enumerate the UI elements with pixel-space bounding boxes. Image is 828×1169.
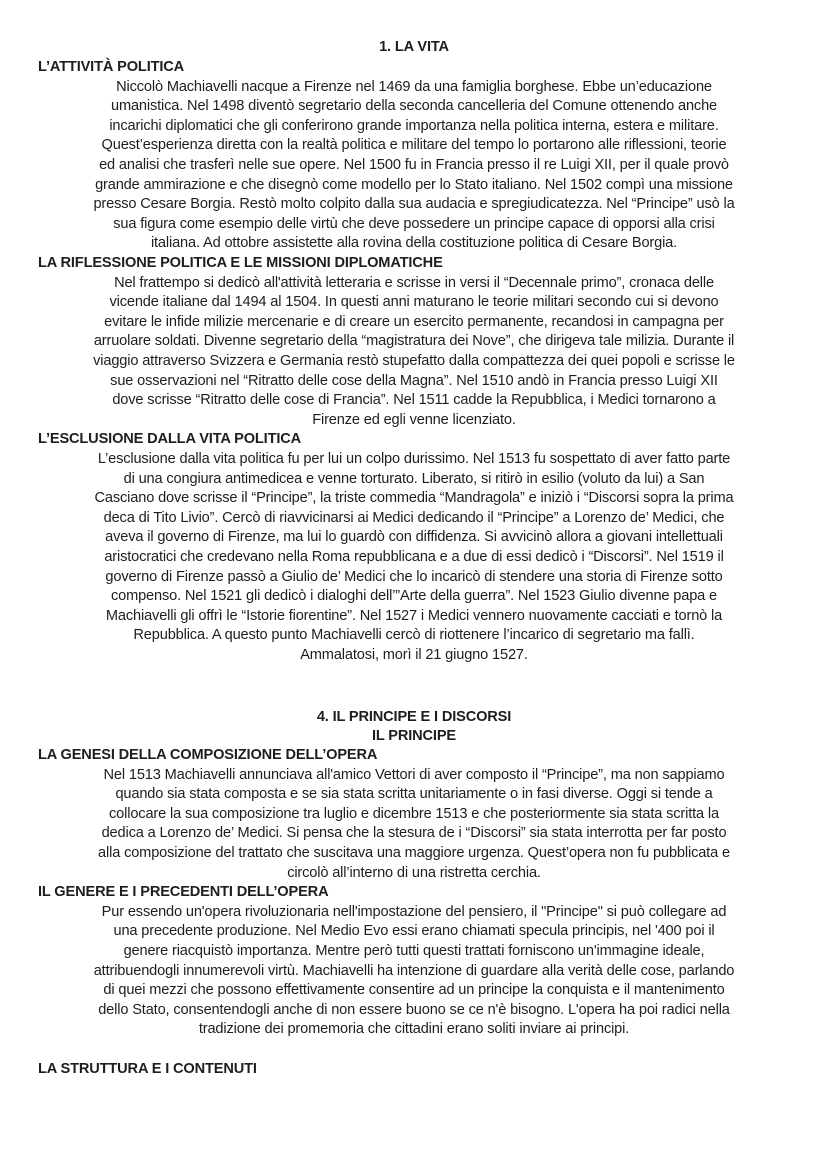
paragraph-line: Firenze ed egli venne licenziato. [312, 411, 516, 428]
paragraph-line: dedica a Lorenzo de’ Medici. Si pensa che la stesura de i “Discorsi” sia stata interrotta per far posto [101, 825, 727, 842]
subtitle-il-principe: IL PRINCIPE [371, 728, 457, 744]
paragraph-line: tradizione dei promemoria che cittadini erano soliti inviare ai principi. [198, 1021, 630, 1038]
section-heading: L’ESCLUSIONE DALLA VITA POLITICA [38, 431, 302, 448]
paragraph-line: Quest’esperienza diretta con la realtà politica e militare del tempo lo portarono alle riflessioni, teorie [101, 137, 727, 154]
paragraph-line: sua figura come esempio delle virtù che deve possedere un principe capace di opporsi alla crisi [113, 215, 715, 232]
paragraph-line: Repubblica. A questo punto Machiavelli cercò di riottenere l’incarico di segretario ma fallì. [133, 627, 695, 644]
paragraph-line: di quei mezzi che possono effettivamente consentire ad un principe la conquista e il mantenimento [103, 982, 725, 999]
paragraph-line: Casciano dove scrisse il “Principe”, la triste commedia “Mandragola” e iniziò i “Discorsi sopra la prima [94, 490, 734, 507]
paragraph-line: evitare le infide milizie mercenarie e di creare un esercito permanente, recandosi in campagna per [104, 313, 724, 330]
paragraph-line: di una congiura antimedicea e venne torturato. Liberato, si ritirò in esilio (voluto da lui) a San [123, 470, 705, 487]
paragraph-line: italiana. Ad ottobre assistette alla rovina della costituzione politica di Cesare Borgia. [150, 235, 678, 252]
paragraph-line: Niccolò Machiavelli nacque a Firenze nel 1469 da una famiglia borghese. Ebbe un’educazione [116, 78, 712, 95]
paragraph-line: viaggio attraverso Svizzera e Germania restò stupefatto dalla compattezza dei quei popoli e scrisse le [93, 353, 735, 369]
paragraph-line: Machiavelli gli offrì le “Istorie fiorentine”. Nel 1527 i Medici vennero nuovamente cacciati e tornò la [105, 607, 723, 624]
section-heading: L’ATTIVITÀ POLITICA [38, 59, 185, 75]
section-heading: IL GENERE E I PRECEDENTI DELL’OPERA [38, 884, 329, 901]
paragraph-line: circolò all’interno di una ristretta cerchia. [287, 864, 541, 881]
section-heading: LA RIFLESSIONE POLITICA E LE MISSIONI DIPLOMATICHE [38, 255, 443, 271]
paragraph-line: collocare la sua composizione tra luglio e dicembre 1513 e che posteriormente sia stata scritta la [109, 805, 719, 822]
paragraph-line: ed analisi che trasferì nelle sue opere. Nel 1500 fu in Francia presso il re Luigi XII, per il quale provò [99, 157, 729, 173]
paragraph-line: aristocratici che credevano nella Roma repubblicana e a due di essi dedicò i “Discorsi”. Nel 1519 il [104, 549, 724, 565]
paragraph-line: umanistica. Nel 1498 diventò segretario della seconda cancelleria del Comune ottenendo anche [110, 98, 718, 115]
paragraph-line: Ammalatosi, morì il 21 giugno 1527. [300, 647, 528, 663]
paragraph-line: Nel 1513 Machiavelli annunciava all'amico Vettori di aver composto il “Principe”, ma non sappiamo [103, 766, 725, 783]
paragraph-line: quando sia stata composta e se sia stata scritta unitariamente o in fasi diverse. Oggi si tende a [115, 786, 713, 803]
paragraph-line: alla composizione del trattato che suscitava una maggiore urgenza. Quest’opera non fu pubblicata e [98, 845, 730, 861]
paragraph-line: dello Stato, consentendogli anche di non essere buono se ce n'è bisogno. L'opera ha poi radici nella [98, 1001, 730, 1018]
section-heading: LA STRUTTURA E I CONTENUTI [38, 1061, 257, 1077]
paragraph-line: aveva il governo di Firenze, ma lui lo guardò con diffidenza. Si avvicinò allora a giovani intellettuali [105, 529, 723, 546]
paragraph-line: una precedente produzione. Nel Medio Evo essi erano chiamati specula principis, nel '400 poi il [113, 923, 715, 940]
chapter-title-la-vita: 1. LA VITA [379, 39, 449, 55]
paragraph-line: L’esclusione dalla vita politica fu per lui un colpo durissimo. Nel 1513 fu sospettato di aver fatto parte [97, 451, 731, 467]
paragraph-line: deca di Tito Livio”. Cercò di riavvicinarsi ai Medici dedicando il “Principe” a Lorenzo de’ Medici, che [103, 509, 725, 526]
paragraph-line: governo di Firenze passò a Giulio de’ Medici che lo incaricò di stendere una storia di Firenze sotto [105, 568, 723, 585]
chapter-title-principe-discorsi: 4. IL PRINCIPE E I DISCORSI [316, 709, 512, 725]
paragraph-line: genere riacquistò importanza. Mentre però tutti questi trattati forniscono un'immagine ideale, [123, 943, 705, 959]
section-heading: LA GENESI DELLA COMPOSIZIONE DELL’OPERA [38, 747, 378, 763]
paragraph-line: sue osservazioni nel “Ritratto delle cose della Magna”. Nel 1510 andò in Francia presso Luigi XII [110, 372, 718, 389]
paragraph-line: attribuendogli innumerevoli virtù. Machiavelli ha intenzione di guardare alla verità delle cose, parlando [93, 962, 735, 979]
paragraph-line: Nel frattempo si dedicò all'attività letteraria e scrisse in versi il “Decennale primo”, cronaca delle [114, 274, 714, 291]
paragraph-line: arruolare soldati. Divenne segretario della “magistratura dei Nove”, che dirigeva tale milizia. Durante il [93, 333, 735, 350]
paragraph-line: grande ammirazione e che disegnò come modello per lo Stato italiano. Nel 1502 compì una missione [95, 176, 733, 193]
paragraph-line: compenso. Nel 1521 gli dedicò i dialoghi dell’”Arte della guerra”. Nel 1523 Giulio divenne papa e [110, 588, 718, 605]
paragraph-line: dove scrisse “Ritratto delle cose di Francia”. Nel 1511 cadde la Repubblica, i Medici tornarono a [112, 392, 716, 409]
paragraph-line: presso Cesare Borgia. Restò molto colpito dalla sua audacia e spregiudicatezza. Nel “Principe” usò la [93, 196, 735, 213]
paragraph-line: Pur essendo un'opera rivoluzionaria nell'impostazione del pensiero, il "Principe" si può collegare ad [101, 903, 727, 920]
paragraph-line: incarichi diplomatici che gli conferirono grande importanza nella politica interna, estera e militare. [109, 117, 719, 134]
paragraph-line: vicende italiane dal 1494 al 1504. In questi anni maturano le teorie militari secondo cui si devono [109, 294, 719, 311]
